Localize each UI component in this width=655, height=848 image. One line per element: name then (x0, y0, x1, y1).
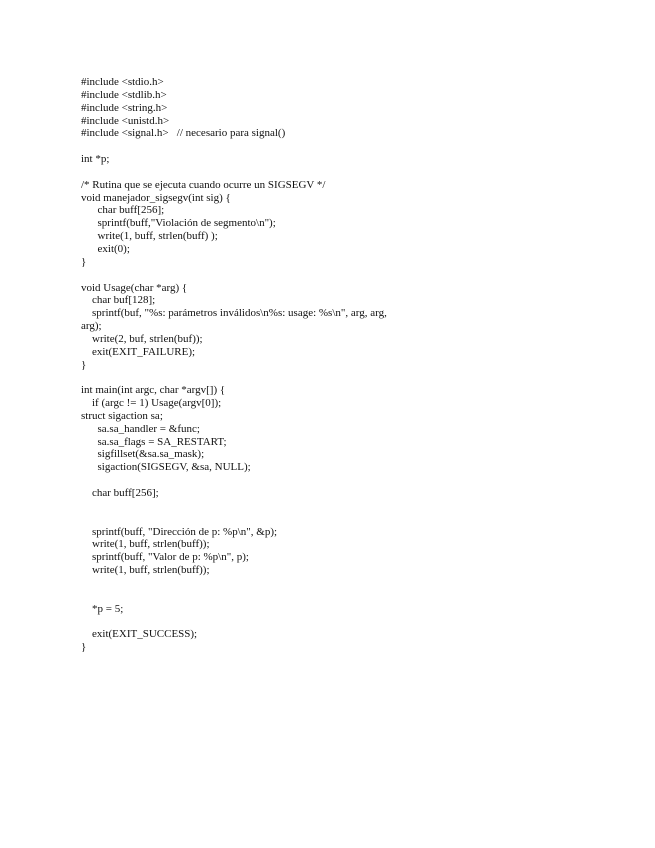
code-line (81, 140, 641, 153)
code-line: char buff[256]; (81, 487, 159, 499)
code-line: } (81, 641, 87, 654)
code-line: arg); (81, 320, 102, 333)
code-line (81, 513, 641, 526)
code-line: sprintf(buff, "Dirección de p: %p\n", &p); (81, 525, 278, 538)
code-line: int main(int argc, char *argv[]) { (81, 384, 226, 397)
code-line: void manejador_sigsegv(int sig) { (81, 191, 231, 204)
code-line (81, 577, 641, 590)
code-line: } (81, 255, 87, 268)
code-line: sigaction(SIGSEGV, &sa, NULL); (81, 461, 251, 474)
code-line (81, 269, 641, 282)
code-line (81, 590, 641, 603)
code-line: #include <stdlib.h> (81, 88, 167, 101)
code-line: sprintf(buff, "Valor de p: %p\n", p); (81, 551, 249, 564)
code-line: *p = 5; (81, 602, 124, 615)
code-line (81, 166, 641, 179)
code-line: sa.sa_flags = SA_RESTART; (81, 435, 227, 448)
code-line: write(1, buff, strlen(buff)); (81, 538, 210, 551)
code-line: char buff[256]; (81, 204, 165, 217)
code-line: exit(0); (81, 242, 130, 255)
code-line: sa.sa_handler = &func; (81, 422, 200, 435)
code-line: sprintf(buf, "%s: parámetros inválidos\n%s: usage: %s\n", arg, arg, (81, 307, 387, 320)
code-line: #include <unistd.h> (81, 114, 170, 127)
code-line: #include <signal.h> // necesario para signal() (81, 127, 286, 140)
code-line: sigfillset(&sa.sa_mask); (81, 448, 205, 461)
code-line: write(1, buff, strlen(buff)); (81, 564, 210, 577)
code-line: struct sigaction sa; (81, 409, 163, 422)
code-line: /* Rutina que se ejecuta cuando ocurre un SIGSEGV */ (81, 178, 326, 191)
code-line: sprintf(buff,"Violación de segmento\n"); (81, 217, 276, 230)
code-line: write(2, buf, strlen(buf)); (81, 332, 203, 345)
code-line: exit(EXIT_FAILURE); (81, 345, 196, 358)
code-line: #include <stdio.h> (81, 76, 164, 88)
code-line: } (81, 358, 87, 371)
code-block (81, 76, 641, 654)
code-line: int *p; (81, 153, 110, 166)
code-line: void Usage(char *arg) { (81, 281, 188, 294)
code-line (81, 474, 641, 487)
code-line (81, 615, 641, 628)
code-line (81, 371, 641, 384)
code-line: if (argc != 1) Usage(argv[0]); (81, 397, 222, 410)
code-line: #include <string.h> (81, 101, 168, 114)
code-line: char buf[128]; (81, 294, 156, 307)
code-line (81, 500, 641, 513)
code-line: write(1, buff, strlen(buff) ); (81, 230, 218, 243)
code-line: exit(EXIT_SUCCESS); (81, 628, 198, 641)
